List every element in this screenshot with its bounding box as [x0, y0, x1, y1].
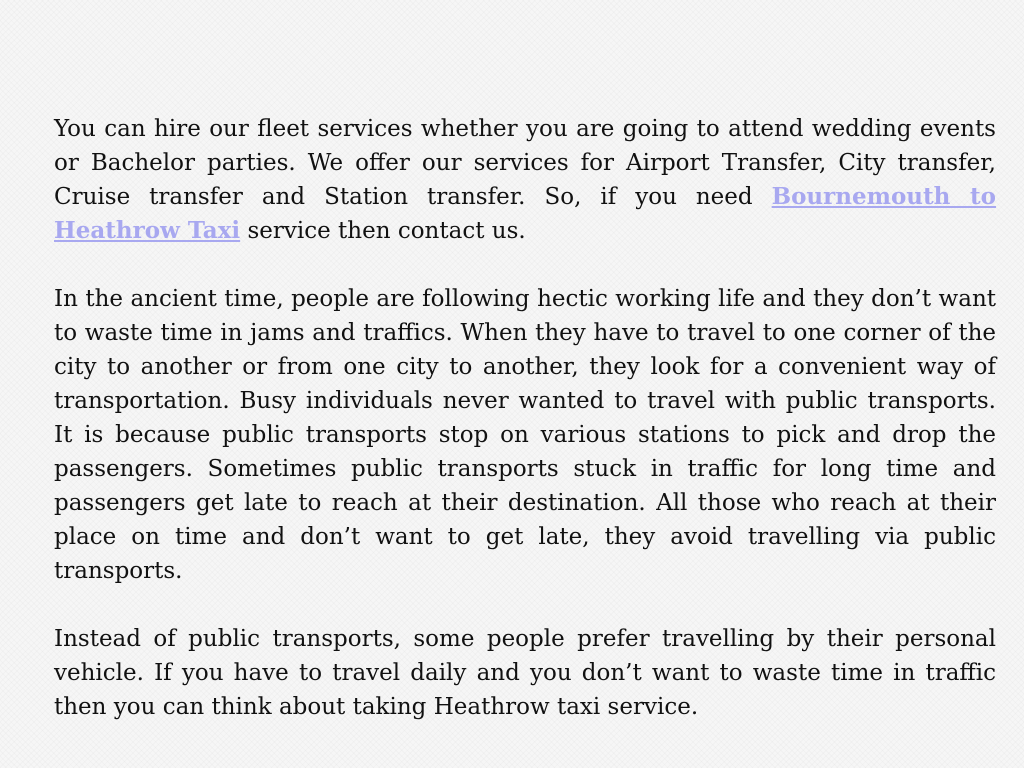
paragraph-1-text-before-link: You can hire our fleet services whether you are going to attend wedding events or Bachelor parties. We offer our services for Airport Transfer, City transfer, Cruise transfer and Station transfer. So, if you need: [54, 116, 996, 210]
paragraph-public-transports: Instead of public transports, some people prefer travelling by their personal vehicle. If you have to travel daily and you don’t want to waste time in traffic then you can think about taking Heathrow taxi service.: [54, 626, 996, 720]
bournemouth-heathrow-taxi-link[interactable]: Bournemouth to Heathrow Taxi: [54, 183, 996, 244]
slide-body: [54, 112, 996, 724]
paragraph-ancient-time: In the ancient time, people are following hectic working life and they don’t want to waste time in jams and traffics. When they have to travel to one corner of the city to another or from one city to another, they look for a convenient way of transportation. Busy individuals never wanted to travel with public transports. It is because public transports stop on various stations to pick and drop the passengers. Sometimes public transports stuck in traffic for long time and passengers get late to reach at their destination. All those who reach at their place on time and don’t want to get late, they avoid travelling via public transports.: [54, 286, 996, 584]
paragraph-fleet-services: [54, 112, 996, 248]
paragraph-1-text-after-link: service then contact us.: [240, 218, 526, 244]
